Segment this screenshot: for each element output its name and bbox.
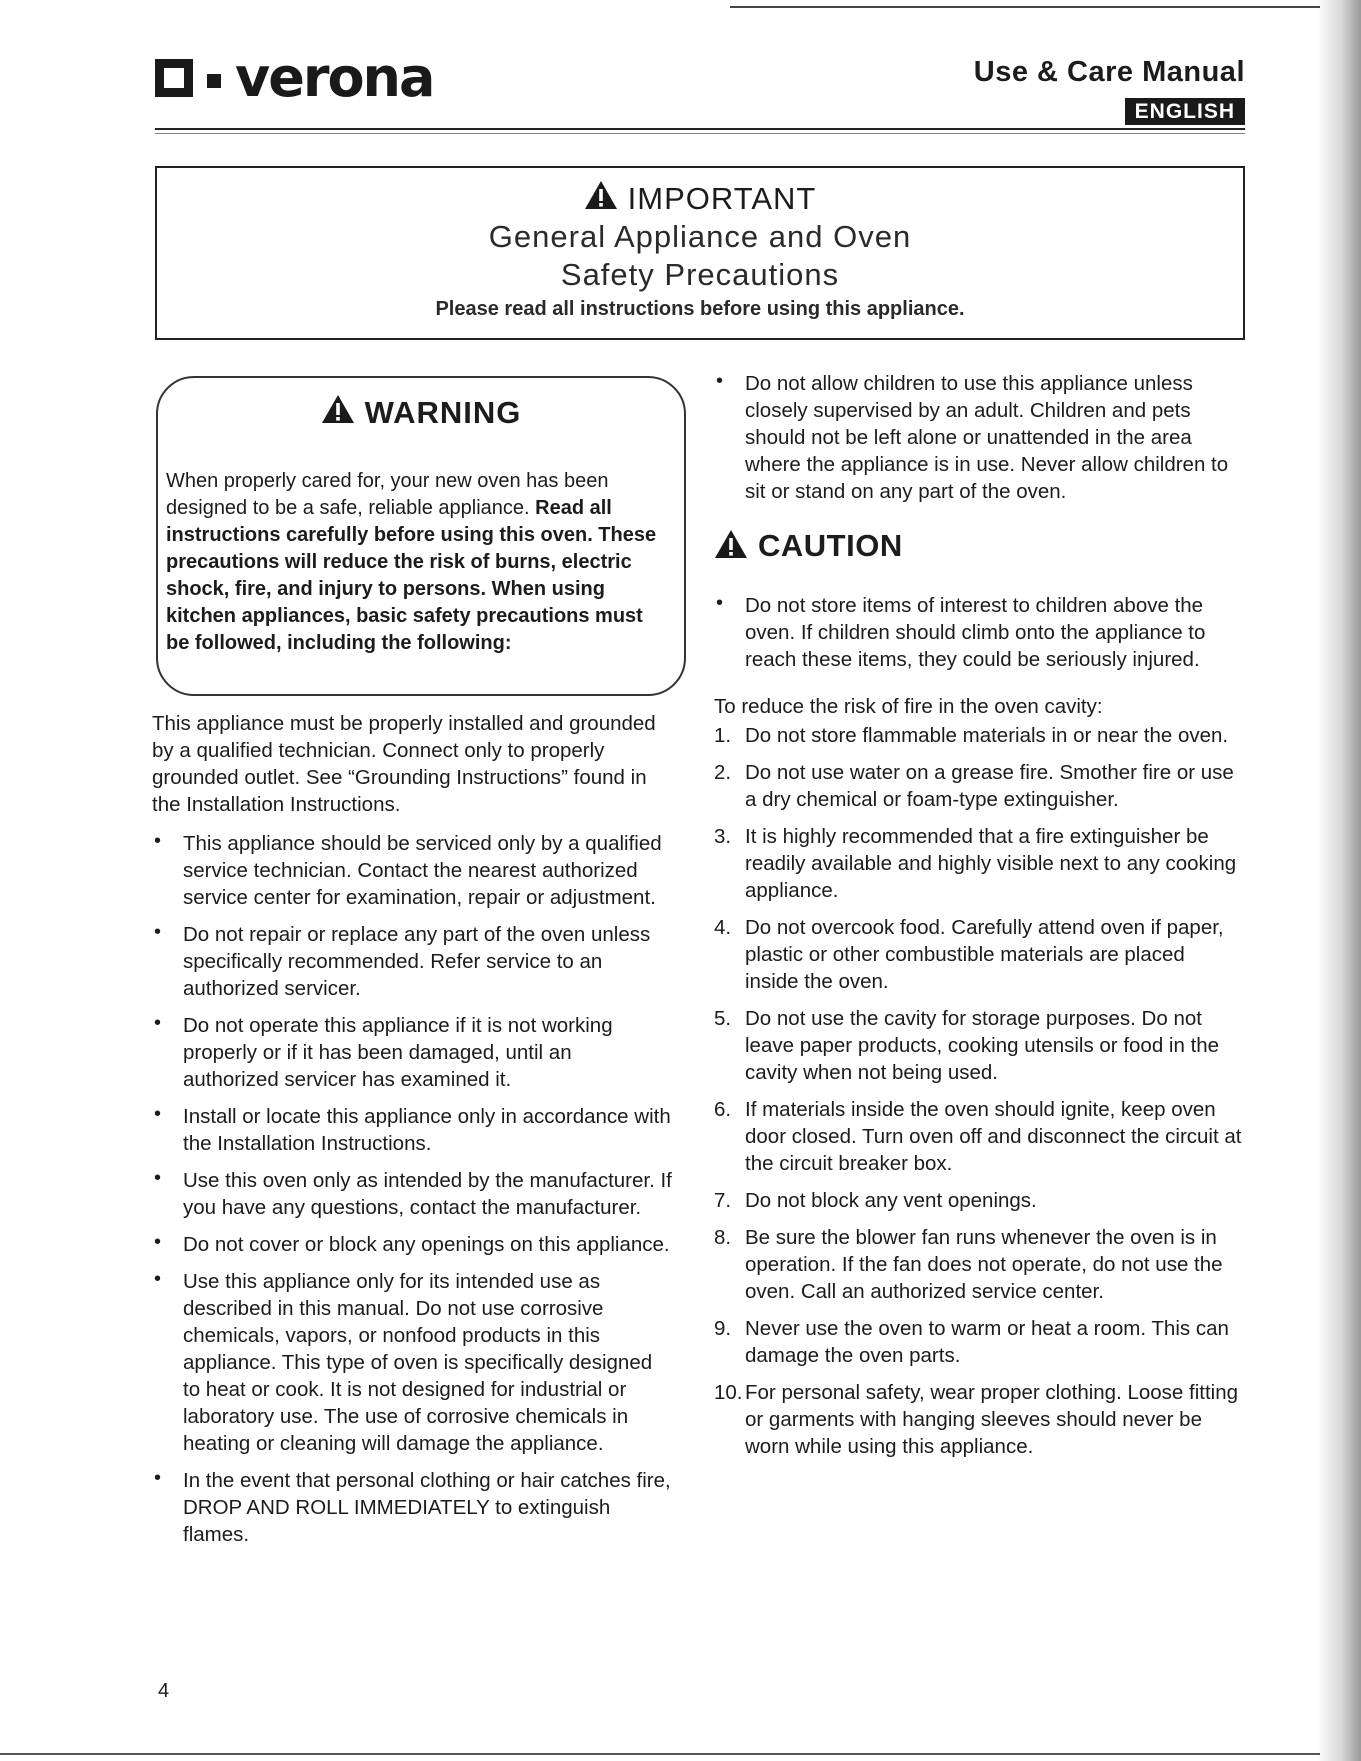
item-text: Do not block any vent openings. — [745, 1189, 1037, 1212]
important-note: Please read all instructions before using this appliance. — [435, 298, 965, 320]
item-text: Do not use the cavity for storage purposes. Do not leave paper products, cooking utensils or food in the cavity when not being used. — [745, 1007, 1220, 1084]
item-text: Be sure the blower fan runs whenever the oven is in operation. If the fan does not operate, do not use the oven. Call an authorized service center. — [745, 1226, 1223, 1303]
important-heading: IMPORTANT — [627, 181, 817, 216]
list-item: • Do not allow children to use this appliance unless closely supervised by an adult. Children and pets should not be left alone or unattended in the area where the appliance is in use. Never allow children to sit or stand on any part of the oven. — [714, 370, 1244, 505]
header-rule — [155, 128, 1245, 130]
fire-risk-intro: To reduce the risk of fire in the oven cavity: — [714, 695, 1103, 718]
item-number: 2. — [714, 761, 732, 784]
list-item: • This appliance should be serviced only by a qualified service technician. Contact the nearest authorized service center for examination, repair or adjustment. — [152, 830, 672, 911]
warning-box — [156, 376, 686, 696]
item-number: 6. — [714, 1098, 732, 1121]
item-number: 8. — [714, 1226, 732, 1249]
list-item: • In the event that personal clothing or hair catches fire, DROP AND ROLL IMMEDIATELY to extinguish flames. — [152, 1467, 672, 1548]
warning-heading-row — [158, 394, 684, 432]
left-column — [152, 710, 672, 1558]
list-item — [714, 722, 1244, 749]
important-box — [155, 166, 1245, 340]
fire-risk-list — [714, 722, 1244, 1460]
item-number: 3. — [714, 825, 732, 848]
installation-intro: This appliance must be properly installed and grounded by a qualified technician. Connect only to properly grounded outlet. See “Grounding Instructions” found in the Installation Instructions. — [152, 712, 656, 816]
warning-triangle-icon — [321, 394, 355, 432]
list-item — [714, 1379, 1244, 1460]
item-number: 4. — [714, 916, 732, 939]
item-number: 10. — [714, 1381, 743, 1404]
left-bullet-list — [152, 830, 672, 1548]
caution-triangle-icon — [714, 529, 748, 562]
logo-dot-icon — [207, 74, 221, 88]
important-subtitle-line2: Safety Precautions — [560, 257, 840, 292]
caution-heading: CAUTION — [758, 528, 903, 563]
item-text: It is highly recommended that a fire extinguisher be readily available and highly visible next to any cooking appliance. — [745, 825, 1237, 902]
list-item — [714, 1005, 1244, 1086]
warning-intro: When properly cared for, your new oven has been designed to be a safe, reliable appliance. — [166, 470, 609, 519]
item-number: 9. — [714, 1317, 732, 1340]
item-number: 5. — [714, 1007, 732, 1030]
list-item — [714, 759, 1244, 813]
list-item: • Do not operate this appliance if it is not working properly or if it has been damaged, until an authorized servicer has examined it. — [152, 1012, 672, 1093]
item-text: Never use the oven to warm or heat a room. This can damage the oven parts. — [745, 1317, 1229, 1367]
children-bullet-list — [714, 370, 1244, 505]
list-item — [714, 1187, 1244, 1214]
warning-heading: WARNING — [364, 395, 522, 430]
list-item — [714, 823, 1244, 904]
brand-logo — [155, 48, 433, 108]
list-item — [714, 1315, 1244, 1369]
important-subtitle-line1: General Appliance and Oven — [488, 219, 912, 254]
list-item: • Do not cover or block any openings on this appliance. — [152, 1231, 672, 1258]
manual-title: Use & Care Manual — [973, 56, 1245, 88]
list-item: • Install or locate this appliance only in accordance with the Installation Instructions. — [152, 1103, 672, 1157]
item-text: Do not store flammable materials in or near the oven. — [745, 724, 1229, 747]
header-rule-secondary — [155, 133, 1245, 134]
list-item — [714, 1096, 1244, 1177]
item-text: Do not overcook food. Carefully attend oven if paper, plastic or other combustible materials are placed inside the oven. — [745, 916, 1224, 993]
list-item — [714, 914, 1244, 995]
bottom-rule — [0, 1753, 1320, 1755]
language-badge: ENGLISH — [1125, 98, 1245, 125]
caution-bullet-list — [714, 592, 1244, 673]
item-number: 1. — [714, 724, 732, 747]
list-item: • Use this oven only as intended by the manufacturer. If you have any questions, contact the manufacturer. — [152, 1167, 672, 1221]
list-item: • Use this appliance only for its intended use as described in this manual. Do not use corrosive chemicals, vapors, or nonfood products in this appliance. This type of oven is specifically designed to heat or cook. It is not designed for industrial or laboratory use. The use of corrosive chemicals in heating or cleaning will damage the appliance. — [152, 1268, 672, 1457]
logo-square-icon — [155, 59, 193, 97]
top-rule — [730, 6, 1320, 8]
list-item — [714, 1224, 1244, 1305]
warning-body — [166, 468, 670, 657]
page-edge-shadow — [1317, 0, 1361, 1761]
warning-bold-text: Read all instructions carefully before using this oven. These precautions will reduce the risk of burns, electric shock, fire, and injury to persons. When using kitchen appliances, basic safety precautions must be followed, including the following: — [166, 497, 657, 654]
right-column — [714, 370, 1244, 1470]
item-text: Do not use water on a grease fire. Smother fire or use a dry chemical or foam-type extinguisher. — [745, 761, 1234, 811]
list-item: • Do not repair or replace any part of the oven unless specifically recommended. Refer service to an authorized servicer. — [152, 921, 672, 1002]
item-text: If materials inside the oven should ignite, keep oven door closed. Turn oven off and disconnect the circuit at the circuit breaker box. — [745, 1098, 1242, 1175]
important-heading-row — [157, 180, 1243, 218]
list-item: • Do not store items of interest to children above the oven. If children should climb onto the appliance to reach these items, they could be seriously injured. — [714, 592, 1244, 673]
page-number: 4 — [158, 1680, 170, 1702]
caution-heading-row — [714, 529, 1244, 562]
item-number: 7. — [714, 1189, 732, 1212]
item-text: For personal safety, wear proper clothing. Loose fitting or garments with hanging sleeves should never be worn while using this appliance. — [745, 1381, 1239, 1458]
brand-wordmark: verona — [235, 46, 434, 109]
warning-triangle-icon — [584, 180, 618, 218]
